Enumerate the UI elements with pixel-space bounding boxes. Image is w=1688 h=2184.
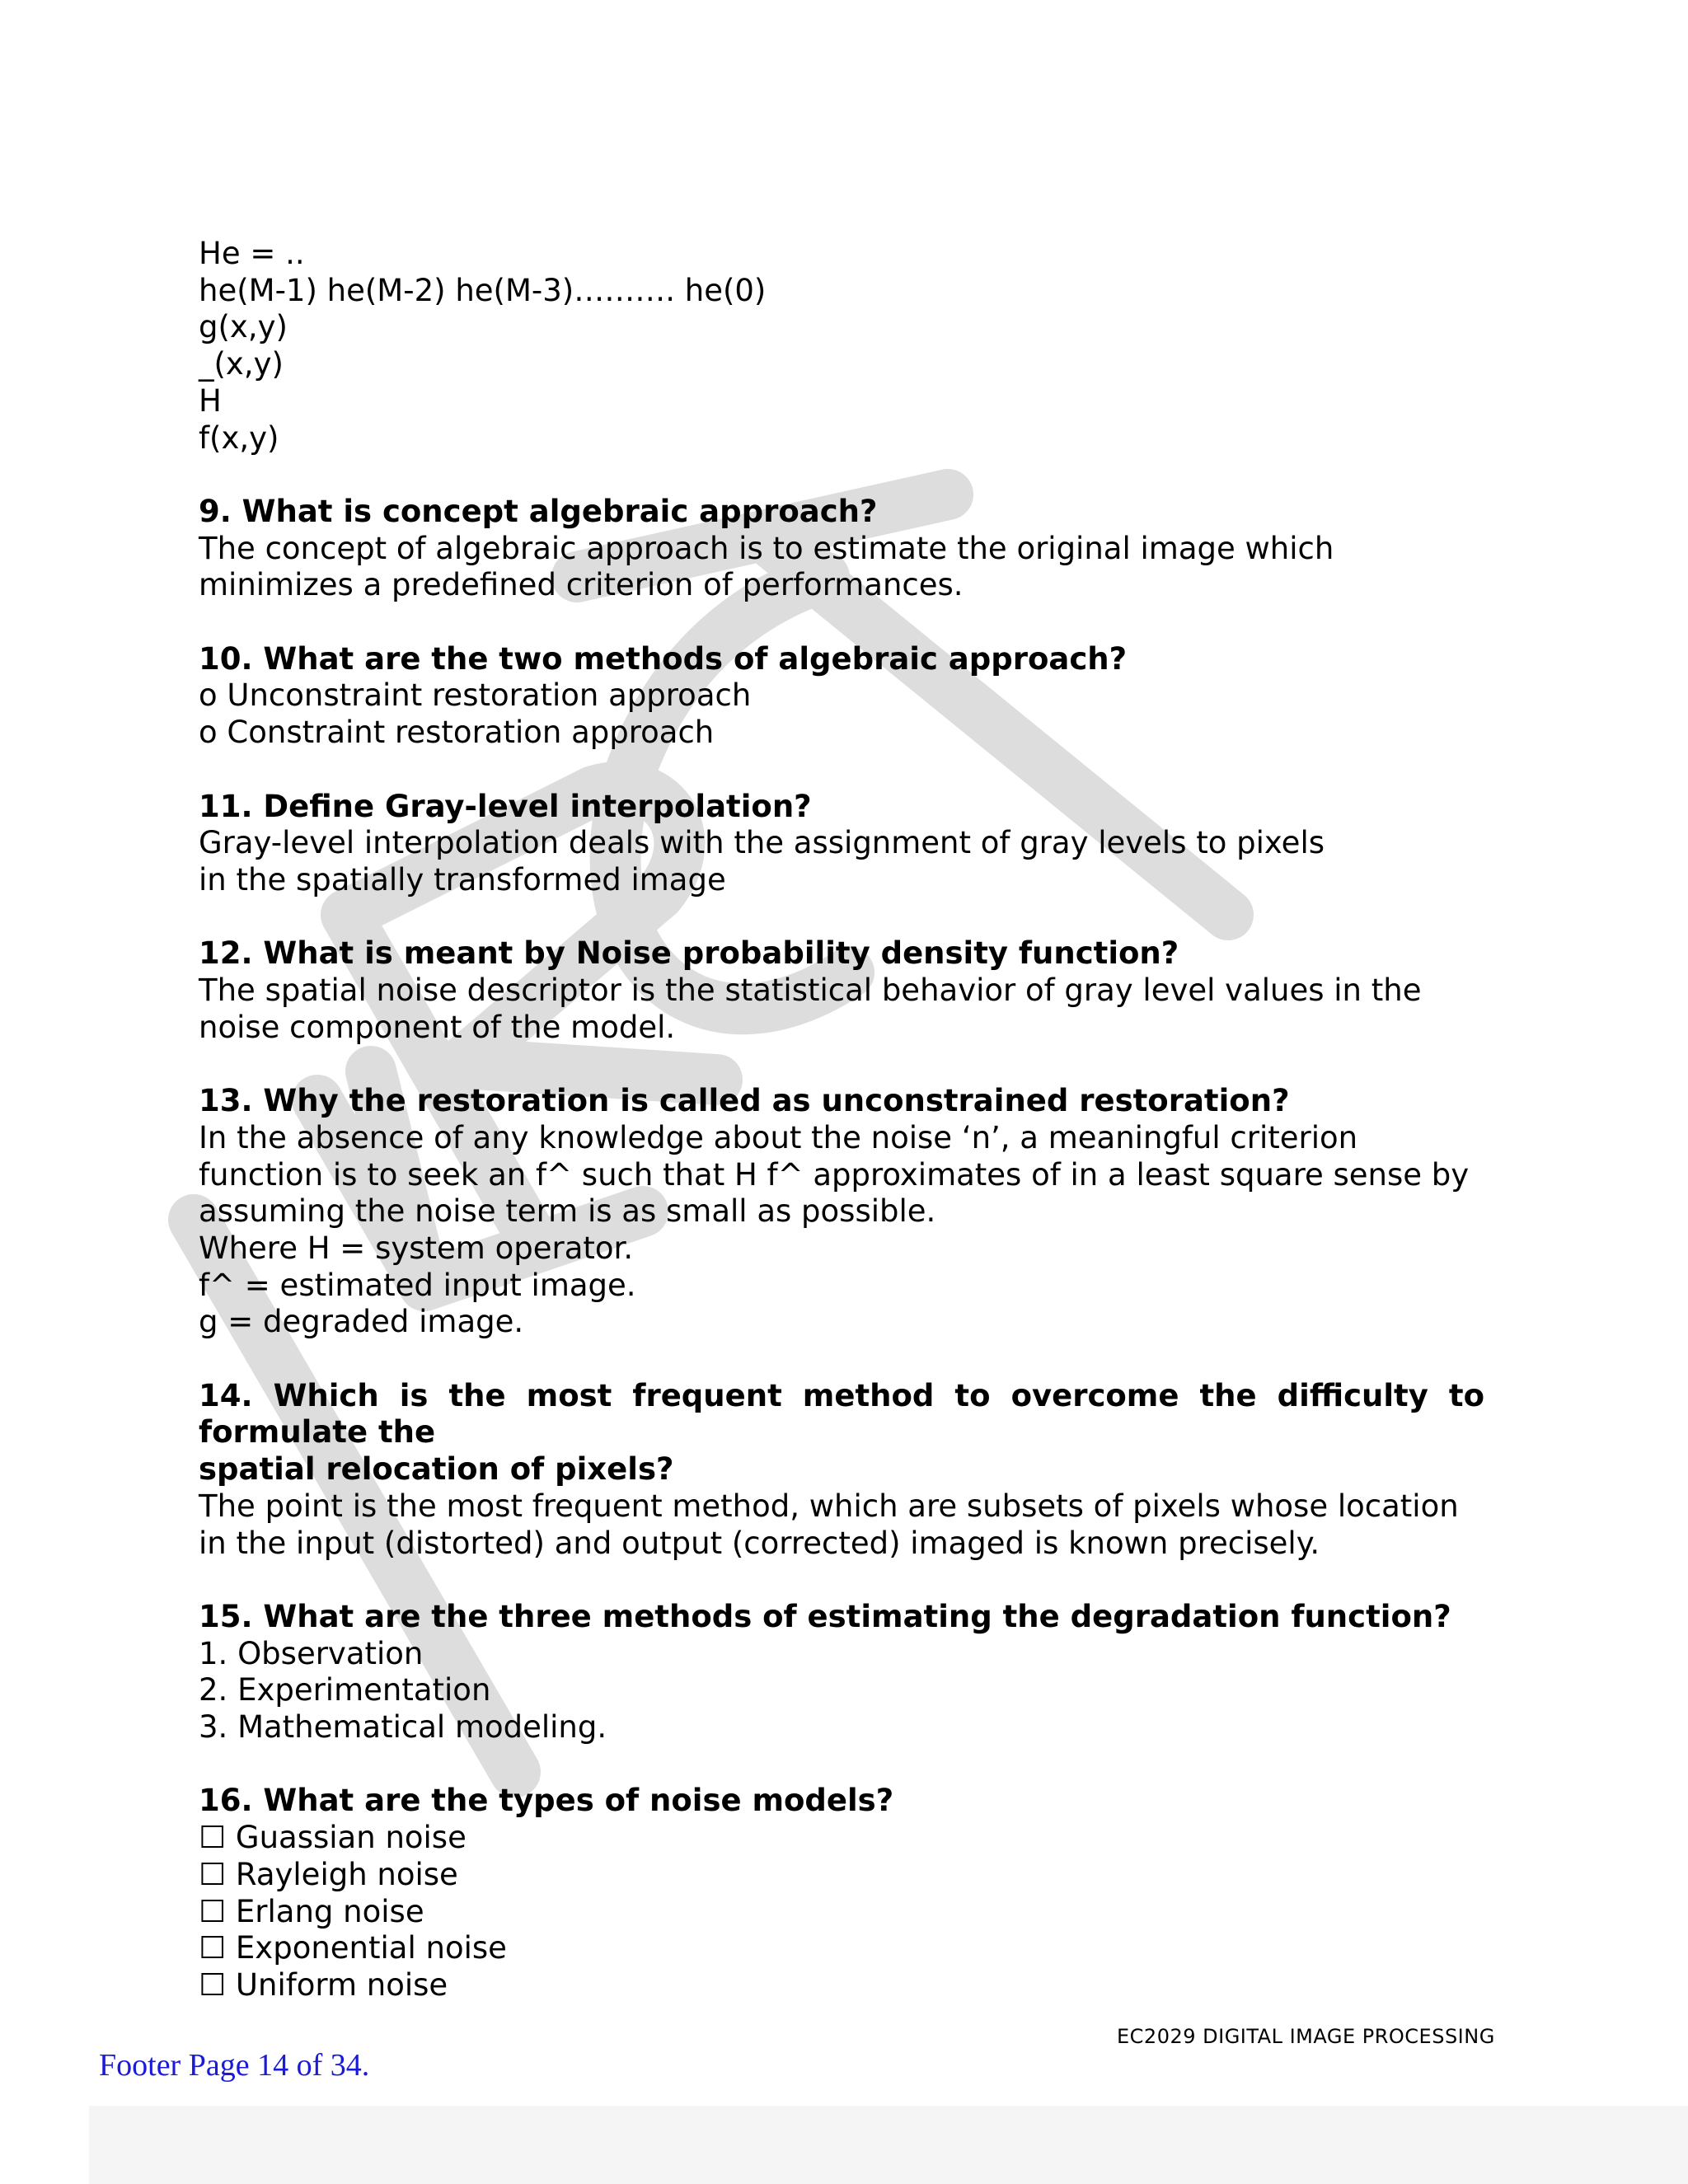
question-heading: 16. What are the types of noise models? [199, 1783, 894, 1819]
answer-line: minimizes a predefined criterion of performances. [199, 567, 964, 603]
answer-line: Where H = system operator. [199, 1230, 634, 1266]
question-heading: 12. What is meant by Noise probability density function? [199, 935, 1179, 972]
list-item: ☐ Uniform noise [199, 1966, 448, 2003]
list-item: ☐ Exponential noise [199, 1930, 507, 1966]
list-item: ☐ Rayleigh noise [199, 1856, 458, 1892]
question-heading: 9. What is concept algebraic approach? [199, 493, 878, 529]
formula-line: H [199, 382, 222, 419]
answer-line: 3. Mathematical modeling. [199, 1709, 607, 1746]
answer-line: in the spatially transformed image [199, 861, 726, 898]
answer-line: f^ = estimated input image. [199, 1267, 636, 1303]
answer-line: in the input (distorted) and output (corrected) imaged is known precisely. [199, 1525, 1320, 1561]
formula-line: He = .. [199, 236, 305, 271]
question-heading: 10. What are the two methods of algebraic approach? [199, 640, 1128, 677]
answer-line: function is to seek an f^ such that H f^ approximates of in a least square sense by [199, 1156, 1470, 1193]
question-heading: 15. What are the three methods of estimating the degradation function? [199, 1598, 1451, 1634]
formula-line: he(M-1) he(M-2) he(M-3)………. he(0) [199, 272, 767, 308]
answer-line: o Constraint restoration approach [199, 715, 715, 751]
answer-line: 1. Observation [199, 1635, 424, 1671]
answer-line: Gray-level interpolation deals with the assignment of gray levels to pixels [199, 825, 1325, 861]
page-content [199, 236, 1484, 2004]
page-footer: Footer Page 14 of 34. [99, 2048, 370, 2083]
answer-line: noise component of the model. [199, 1009, 676, 1045]
question-heading: 11. Define Gray-level interpolation? [199, 788, 812, 824]
answer-line: In the absence of any knowledge about the noise ‘n’, a meaningful criterion [199, 1119, 1358, 1155]
bottom-band [89, 2106, 1688, 2184]
question-heading: 13. Why the restoration is called as unconstrained restoration? [199, 1083, 1290, 1119]
answer-line: assuming the noise term is as small as possible. [199, 1193, 936, 1230]
list-item: ☐ Erlang noise [199, 1893, 424, 1929]
answer-line: 2. Experimentation [199, 1672, 491, 1708]
formula-line: f(x,y) [199, 419, 279, 456]
question-heading: 14. Which is the most frequent method to overcome the difficulty to formulate the [199, 1377, 1484, 1451]
course-footer: EC2029 DIGITAL IMAGE PROCESSING [1117, 2025, 1495, 2048]
formula-line: _(x,y) [199, 346, 284, 382]
answer-line: The spatial noise descriptor is the statistical behavior of gray level values in the [199, 972, 1422, 1008]
formula-line: g(x,y) [199, 309, 288, 345]
question-heading: spatial relocation of pixels? [199, 1451, 674, 1488]
list-item: ☐ Guassian noise [199, 1820, 467, 1856]
answer-line: g = degraded image. [199, 1304, 524, 1340]
answer-line: o Unconstraint restoration approach [199, 677, 752, 714]
answer-line: The point is the most frequent method, which are subsets of pixels whose location [199, 1488, 1459, 1524]
answer-line: The concept of algebraic approach is to estimate the original image which [199, 530, 1334, 566]
